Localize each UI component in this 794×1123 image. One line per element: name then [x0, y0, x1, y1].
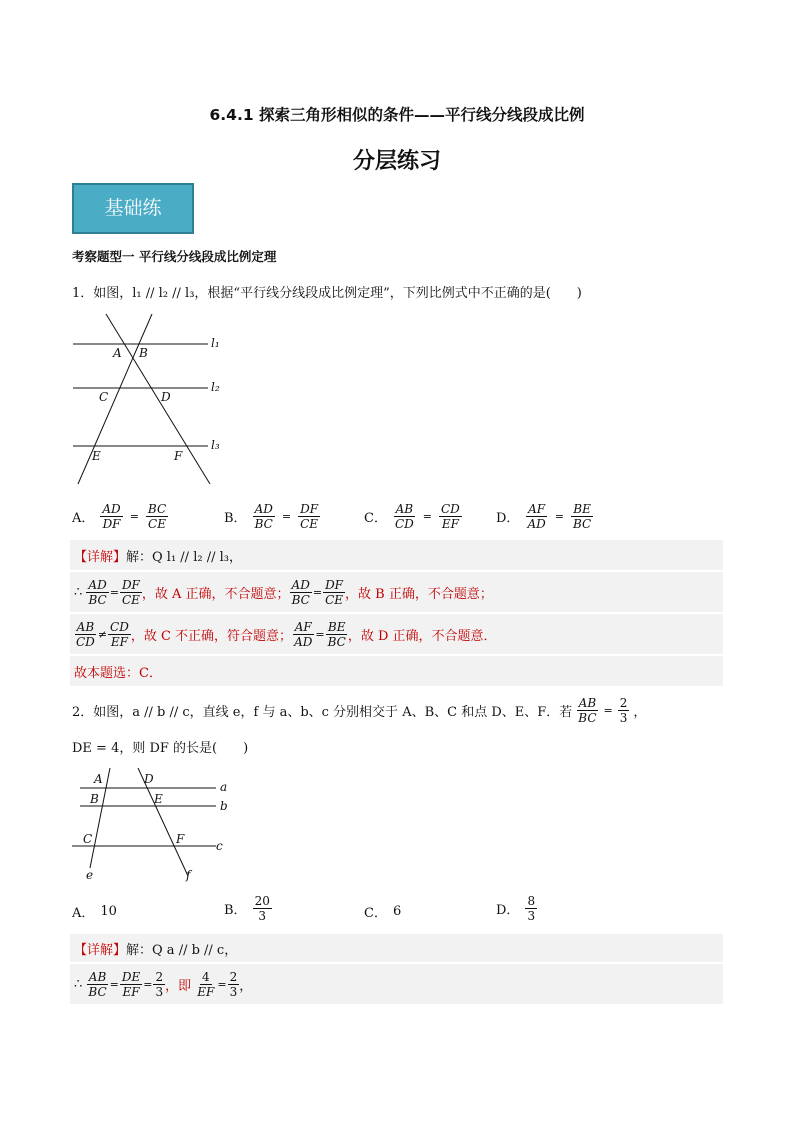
equals-sign: =: [554, 510, 564, 523]
therefore-sign: ∴: [74, 976, 83, 992]
q2-label-D: D: [144, 772, 154, 786]
q1-solution-line1: [70, 540, 723, 570]
frac-den: BC: [572, 517, 592, 531]
frac-den: 3: [229, 984, 238, 999]
option-label: B．: [224, 903, 247, 918]
frac-den: CD: [76, 634, 95, 649]
frac-num: AB: [76, 619, 95, 634]
frac-num: BE: [327, 619, 346, 634]
q1-label-D: D: [161, 390, 171, 404]
frac-num: 20: [254, 894, 270, 908]
equals-sign: =: [217, 977, 227, 991]
frac-num: AD: [102, 502, 121, 516]
equals-sign: =: [129, 510, 139, 523]
q1-label-F: F: [174, 449, 183, 463]
frac-den: BC: [327, 634, 346, 649]
q1-label-C: C: [99, 390, 109, 404]
frac-den: CE: [148, 517, 166, 531]
q1-solution-line3: [70, 614, 723, 654]
q2-label-c: c: [216, 839, 223, 853]
frac-num: DF: [121, 577, 140, 592]
q2-option-a[interactable]: [72, 902, 117, 921]
q2-solution-line1: [70, 934, 723, 962]
q1-stem: 1．如图，l₁ // l₂ // l₃，根据“平行线分线段成比例定理”，下列比例式中不正确的是( ): [72, 286, 582, 301]
q2-solution-line2: [70, 964, 723, 1004]
solution-text: ，故 B 正确，不合题意；: [345, 586, 493, 602]
option-label: A．: [72, 511, 95, 526]
frac-num: CD: [440, 502, 460, 516]
q1-label-l1: l₁: [211, 336, 220, 350]
frac-num: DF: [325, 577, 344, 592]
page-subtitle: 分层练习: [352, 149, 441, 174]
solution-tag: 【详解】: [74, 549, 127, 565]
q1-option-a[interactable]: [72, 502, 168, 531]
frac-num: BE: [573, 502, 591, 516]
frac-den: DF: [102, 517, 121, 531]
equals-sign: =: [109, 585, 119, 599]
therefore-sign: ∴: [74, 584, 83, 600]
q2-label-C: C: [83, 832, 93, 846]
frac-num: BC: [147, 502, 167, 516]
equals-sign: =: [281, 510, 292, 523]
frac-den: CE: [325, 592, 344, 607]
frac-num: AF: [528, 502, 546, 516]
section-heading: 考察题型一 平行线分线段成比例定理: [72, 249, 277, 264]
solution-text: 解：Q a // b // c，: [126, 942, 238, 958]
option-label: C．: [364, 511, 387, 526]
not-equal-sign: ≠: [97, 627, 108, 641]
q1-figure: [68, 308, 238, 494]
q1-solution-answer: [70, 656, 723, 686]
frac-den: 3: [155, 984, 164, 999]
frac-den: 3: [527, 909, 536, 923]
q1-label-B: B: [139, 346, 148, 360]
solution-text: ，即: [165, 978, 192, 994]
q1-label-E: E: [92, 449, 101, 463]
solution-text: ，故 C 不正确，符合题意；: [130, 628, 293, 644]
q2-label-A: A: [94, 772, 103, 786]
q2-stem-text: 2．如图，a // b // c，直线 e，f 与 a、b、c 分别相交于 A、B、C 和点 D、E、F．若: [72, 705, 573, 720]
option-label: C．: [364, 906, 387, 921]
solution-tag: 【详解】: [74, 942, 127, 958]
level-badge: 基础练: [72, 183, 194, 234]
q1-label-l2: l₂: [211, 380, 220, 394]
q1-label-A: A: [113, 346, 122, 360]
q1-option-b[interactable]: [224, 502, 320, 531]
frac-den: EF: [197, 984, 215, 999]
q2-label-b: b: [220, 799, 228, 813]
q2-label-B: B: [90, 792, 99, 806]
frac-den: CE: [300, 517, 319, 531]
q1-solution-line2: [70, 572, 723, 612]
q2-stem-line2: DE = 4，则 DF 的长是( ): [72, 741, 249, 756]
frac-den: CD: [394, 517, 414, 531]
option-label: B．: [224, 511, 247, 526]
frac-num: 2: [155, 969, 164, 984]
frac-num: AB: [395, 502, 414, 516]
solution-text: 解：Q l₁ // l₂ // l₃，: [126, 549, 242, 565]
frac-num: AD: [254, 502, 273, 516]
q2-label-e: e: [86, 868, 94, 882]
solution-text: ，故 D 正确，不合题意．: [347, 628, 497, 644]
option-value: 10: [100, 904, 117, 919]
q2-option-d[interactable]: [496, 894, 537, 923]
frac-den: BC: [254, 517, 273, 531]
frac-den: 3: [619, 711, 628, 725]
frac-den: EF: [110, 634, 128, 649]
q2-label-F: F: [176, 832, 185, 846]
frac-den: AD: [294, 634, 313, 649]
q2-label-f: f: [186, 868, 191, 882]
q1-option-d[interactable]: [496, 502, 593, 531]
equals-sign: =: [143, 977, 153, 991]
frac-num: AD: [291, 577, 310, 592]
equals-sign: =: [312, 585, 323, 599]
frac-num: 4: [202, 969, 210, 984]
frac-num: AB: [578, 696, 597, 710]
solution-text: ，: [239, 978, 253, 994]
q2-label-a: a: [220, 780, 228, 794]
frac-den: EF: [441, 517, 459, 531]
option-label: D．: [496, 511, 520, 526]
option-label: D．: [496, 903, 520, 918]
frac-den: AD: [527, 517, 546, 531]
q2-label-E: E: [154, 792, 163, 806]
frac-den: 3: [258, 909, 267, 923]
frac-den: BC: [88, 984, 107, 999]
option-value: 6: [392, 904, 402, 919]
equals-sign: =: [315, 627, 325, 641]
frac-num: DE: [121, 969, 141, 984]
page-title: 6.4.1 探索三角形相似的条件——平行线分线段成比例: [209, 106, 585, 124]
q2-figure: [66, 764, 246, 888]
q2-stem-line1: 2．如图，a // b // c，直线 e，f 与 a、b、c 分别相交于 A、B、C 和点 D、E、F．若 $\frac{AB}{BC}$ = $\frac{2}{3}$ ，: [72, 696, 647, 725]
q1-option-c[interactable]: [364, 502, 462, 531]
q2-option-b[interactable]: [224, 894, 272, 923]
frac-num: 2: [619, 696, 628, 710]
frac-num: 2: [229, 969, 238, 984]
frac-den: EF: [122, 984, 140, 999]
frac-num: DF: [300, 502, 319, 516]
frac-den: BC: [88, 592, 107, 607]
frac-num: CD: [110, 619, 129, 634]
q1-label-l3: l₃: [211, 438, 220, 452]
option-label: A．: [72, 906, 95, 921]
frac-num: AB: [88, 969, 107, 984]
frac-den: BC: [291, 592, 310, 607]
solution-answer: 故本题选：C．: [74, 665, 162, 681]
equals-sign: =: [603, 704, 613, 717]
q2-option-c[interactable]: [364, 902, 401, 921]
frac-num: AD: [88, 577, 107, 592]
frac-den: CE: [121, 592, 140, 607]
frac-num: 8: [527, 894, 536, 908]
equals-sign: =: [422, 510, 432, 523]
frac-den: BC: [578, 711, 597, 725]
frac-num: AF: [294, 619, 312, 634]
solution-text: ，故 A 正确，不合题意；: [141, 586, 290, 602]
equals-sign: =: [109, 977, 119, 991]
